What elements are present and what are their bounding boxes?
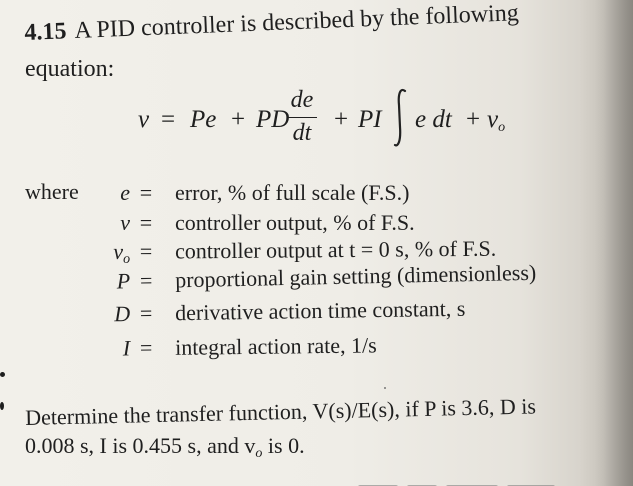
definition-symbol-subscript: o [123, 251, 131, 267]
derivative-fraction [287, 88, 317, 150]
question-line-1: Determine the transfer function, V(s)/E(s), if P is 3.6, D is [24, 393, 537, 430]
definition-row-output [0, 212, 633, 236]
definition-symbol: e [120, 180, 130, 205]
integral-sign [393, 85, 409, 151]
question-line-2-subscript: o [255, 446, 263, 461]
definition-equals: = [139, 180, 153, 205]
page-gutter-shadow [579, 0, 633, 486]
left-margin-mark [0, 402, 4, 410]
fraction-bar [287, 117, 317, 118]
definition-description: integral action rate, 1/s [174, 332, 377, 360]
definition-description: proportional gain setting (dimensionless) [174, 259, 537, 293]
equation-term-pd: PD [256, 106, 290, 133]
equation-v0-subscript: o [498, 120, 506, 135]
fraction-numerator: de [290, 87, 314, 113]
definition-equals: = [139, 267, 153, 294]
equation-equals: = [161, 106, 176, 133]
question-line-2-main: 0.008 s, I is 0.455 s, and v [25, 433, 256, 458]
definition-description: error, % of full scale (F.S.) [175, 180, 410, 205]
problem-number: 4.15 [23, 18, 67, 46]
cutoff-next-line [358, 478, 563, 486]
equation-v0-main: v [487, 106, 499, 133]
page-speck [384, 387, 386, 389]
definition-symbol: I [122, 335, 131, 361]
definition-row-error [0, 179, 633, 206]
equation-intro-word: equation: [25, 56, 115, 82]
definition-description: controller output, % of F.S. [175, 210, 415, 235]
problem-heading-line [24, 1, 519, 45]
definition-description: derivative action time constant, s [174, 295, 466, 326]
equation-v0 [487, 106, 506, 135]
definition-equals: = [139, 335, 153, 361]
definition-row-integral-rate [0, 331, 633, 367]
definition-row-derivative-time [0, 295, 633, 333]
definition-symbol [102, 238, 131, 267]
equation-term-pi: PI [358, 106, 382, 133]
left-margin-mark [0, 372, 5, 377]
definition-symbol-main: v [113, 238, 124, 265]
definition-equals: = [139, 238, 153, 264]
question-line-2 [25, 433, 305, 461]
definition-description: controller output at t = 0 s, % of F.S. [174, 235, 497, 264]
where-label: where [25, 179, 79, 204]
equation-plus-2: + [334, 106, 349, 133]
definition-equals: = [139, 210, 153, 235]
equation-lhs: v [138, 106, 150, 133]
integral-body: e dt [415, 106, 452, 133]
fraction-denominator: dt [292, 120, 312, 146]
definition-symbol: v [120, 210, 130, 235]
problem-intro-text: A PID controller is described by the following [73, 0, 520, 44]
equation-plus-3: + [466, 106, 481, 133]
question-line-2-tail: is 0. [262, 433, 305, 458]
equation-term-pe: Pe [190, 106, 217, 133]
pid-equation [138, 85, 506, 159]
definition-symbol: D [114, 300, 131, 327]
definition-equals: = [139, 300, 153, 326]
equation-plus-1: + [231, 106, 246, 133]
definition-symbol: P [116, 268, 131, 294]
